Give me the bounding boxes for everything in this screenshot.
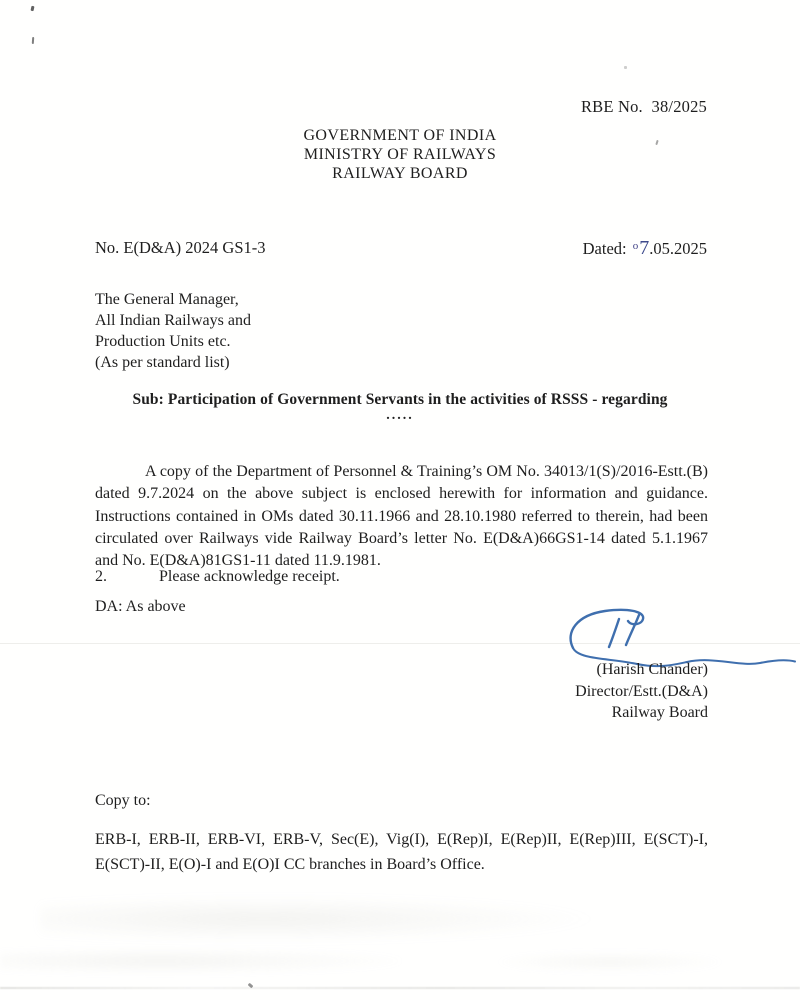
date-label: Dated: [582, 239, 631, 258]
handwritten-zero: o [632, 240, 639, 252]
handwritten-seven: 7 [639, 237, 650, 259]
recipient-line: (As per standard list) [95, 354, 230, 371]
acknowledge-paragraph [95, 568, 340, 586]
scan-speck [32, 37, 34, 44]
signature-block [575, 659, 708, 724]
scan-speck [31, 6, 35, 12]
scan-speck [624, 66, 627, 69]
board-name: RAILWAY BOARD [332, 164, 468, 182]
enclosure-line: DA: As above [95, 598, 186, 615]
signatory-designation: Director/Estt.(D&A) [575, 682, 708, 700]
date-rest: .05.2025 [649, 239, 707, 258]
scan-smudge [0, 948, 400, 974]
government-name: GOVERNMENT OF INDIA [303, 127, 497, 144]
recipient-line: All Indian Railways and [95, 312, 251, 329]
reference-number: No. E(D&A) 2024 GS1-3 [95, 238, 266, 257]
paragraph-text: Please acknowledge receipt. [159, 568, 340, 585]
scan-bottom-edge-shadow [0, 987, 800, 989]
reference-date-row [95, 238, 707, 259]
recipient-address [95, 289, 251, 373]
copy-to-list: ERB-I, ERB-II, ERB-VI, ERB-V, Sec(E), Vig(I), E(Rep)I, E(Rep)II, E(Rep)III, E(SCT)-I, E(SCT)-II, E(O)-I and E(O)I CC branches in Board’s Office. [95, 831, 708, 873]
recipient-line: Production Units etc. [95, 333, 231, 350]
scan-smudge [40, 896, 600, 942]
ministry-name: MINISTRY OF RAILWAYS [303, 145, 497, 163]
subject-line: Sub: Participation of Government Servants in the activities of RSSS - regarding [132, 391, 668, 408]
signatory-organisation: Railway Board [611, 704, 708, 722]
date-line [583, 238, 707, 259]
recipient-line: The General Manager, [95, 291, 239, 308]
rbe-number: RBE No. 38/2025 [580, 97, 707, 116]
body-paragraph: A copy of the Department of Personnel & Training’s OM No. 34013/1(S)/2016-Estt.(B) dated 9.7.2024 on the above subject is enclosed herewith for information and guidance. Instructions contained in OMs dated 30.11.1966 and 28.10.1980 referred to therein, had been circulated over Railways vide Railway Board’s letter No. E(D&A)66GS1-14 dated 5.1.1967 and No. E(D&A)81GS1-11 dated 11.9.1981. [95, 463, 708, 570]
paragraph-number: 2. [95, 568, 107, 585]
scan-smudge [500, 952, 720, 972]
subject-separator-dots: ..... [386, 408, 414, 423]
copy-to-label: Copy to: [95, 792, 151, 809]
letterhead [0, 127, 800, 183]
signatory-name: (Harish Chander) [596, 661, 708, 678]
